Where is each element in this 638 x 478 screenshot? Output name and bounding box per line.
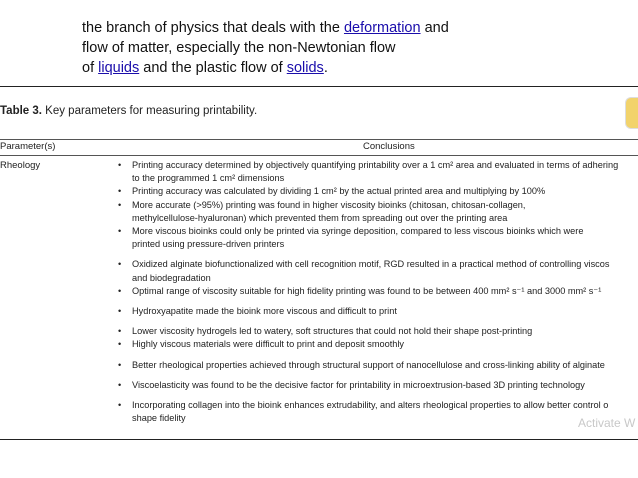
solids-link[interactable]: solids [286, 60, 324, 76]
conclusion-bullet: • More accurate (>95%) printing was found in higher viscosity bioinks (chitosan, chitosan-collagen, [118, 199, 638, 212]
lightbulb-icon[interactable] [625, 97, 638, 129]
group-gap [118, 352, 638, 359]
intro-paragraph [82, 18, 502, 78]
table-caption [0, 105, 257, 117]
conclusion-bullet: • Printing accuracy was calculated by dividing 1 cm² by the actual printed area and multiplying by 100% [118, 185, 638, 198]
liquids-link[interactable]: liquids [98, 60, 140, 76]
deformation-link[interactable]: deformation [343, 20, 421, 36]
conclusion-continuation: and biodegradation [132, 272, 211, 283]
conclusion-bullet: • Optimal range of viscosity suitable for high fidelity printing was found to be between 400 mm² s⁻¹ and 3000 mm² s⁻¹ [118, 285, 638, 298]
table-caption-text: Key parameters for measuring printability. [41, 105, 258, 117]
conclusions-list [118, 159, 638, 425]
header-rule-bottom [0, 155, 638, 156]
activate-windows-watermark: Activate W [578, 416, 636, 430]
group-gap [118, 372, 638, 379]
group-gap [118, 251, 638, 258]
intro-line-2: flow of matter, especially the non-Newtonian flow [82, 40, 396, 56]
conclusion-continuation: printed using pressure-driven printers [132, 239, 285, 250]
intro-line-3: of liquids and the plastic flow of solids. [82, 60, 328, 76]
header-rule-top [0, 139, 638, 140]
intro-line-1: the branch of physics that deals with the deformation and [82, 20, 449, 36]
conclusion-bullet: • Lower viscosity hydrogels led to watery, soft structures that could not hold their shape post-printing [118, 325, 638, 338]
conclusion-continuation: methylcellulose-hyaluronan) which prevented them from spreading out over the printing area [132, 212, 508, 223]
conclusion-bullet: • Hydroxyapatite made the bioink more viscous and difficult to print [118, 305, 638, 318]
group-gap [118, 318, 638, 325]
conclusion-bullet: • Highly viscous materials were difficult to print and deposit smoothly [118, 338, 638, 351]
conclusion-bullet: • More viscous bioinks could only be printed via syringe deposition, compared to less viscous bioinks which were [118, 225, 638, 238]
conclusion-bullet: • Viscoelasticity was found to be the decisive factor for printability in microextrusion-based 3D printing technology [118, 379, 638, 392]
conclusion-continuation: shape fidelity [132, 413, 186, 424]
group-gap [118, 392, 638, 399]
table-figure [0, 86, 638, 440]
table-caption-label: Table 3. [0, 105, 42, 117]
conclusion-bullet: • Better rheological properties achieved through structural support of nanocellulose and cross-linking ability of alginate [118, 359, 638, 372]
conclusion-bullet: • Oxidized alginate biofunctionalized with cell recognition motif, RGD resulted in a practical method of controlling viscos [118, 258, 638, 271]
column-header-parameters: Parameter(s) [0, 141, 56, 152]
conclusion-bullet: • Incorporating collagen into the bioink enhances extrudability, and alters rheological properties to allow better control o [118, 399, 638, 412]
column-header-conclusions: Conclusions [363, 141, 415, 152]
group-gap [118, 298, 638, 305]
parameter-cell: Rheology [0, 160, 41, 171]
conclusion-continuation: to the programmed 1 cm² dimensions [132, 173, 285, 184]
conclusion-bullet: • Printing accuracy determined by objectively quantifying printability over a 1 cm² area and evaluated in terms of adhering [118, 159, 638, 172]
